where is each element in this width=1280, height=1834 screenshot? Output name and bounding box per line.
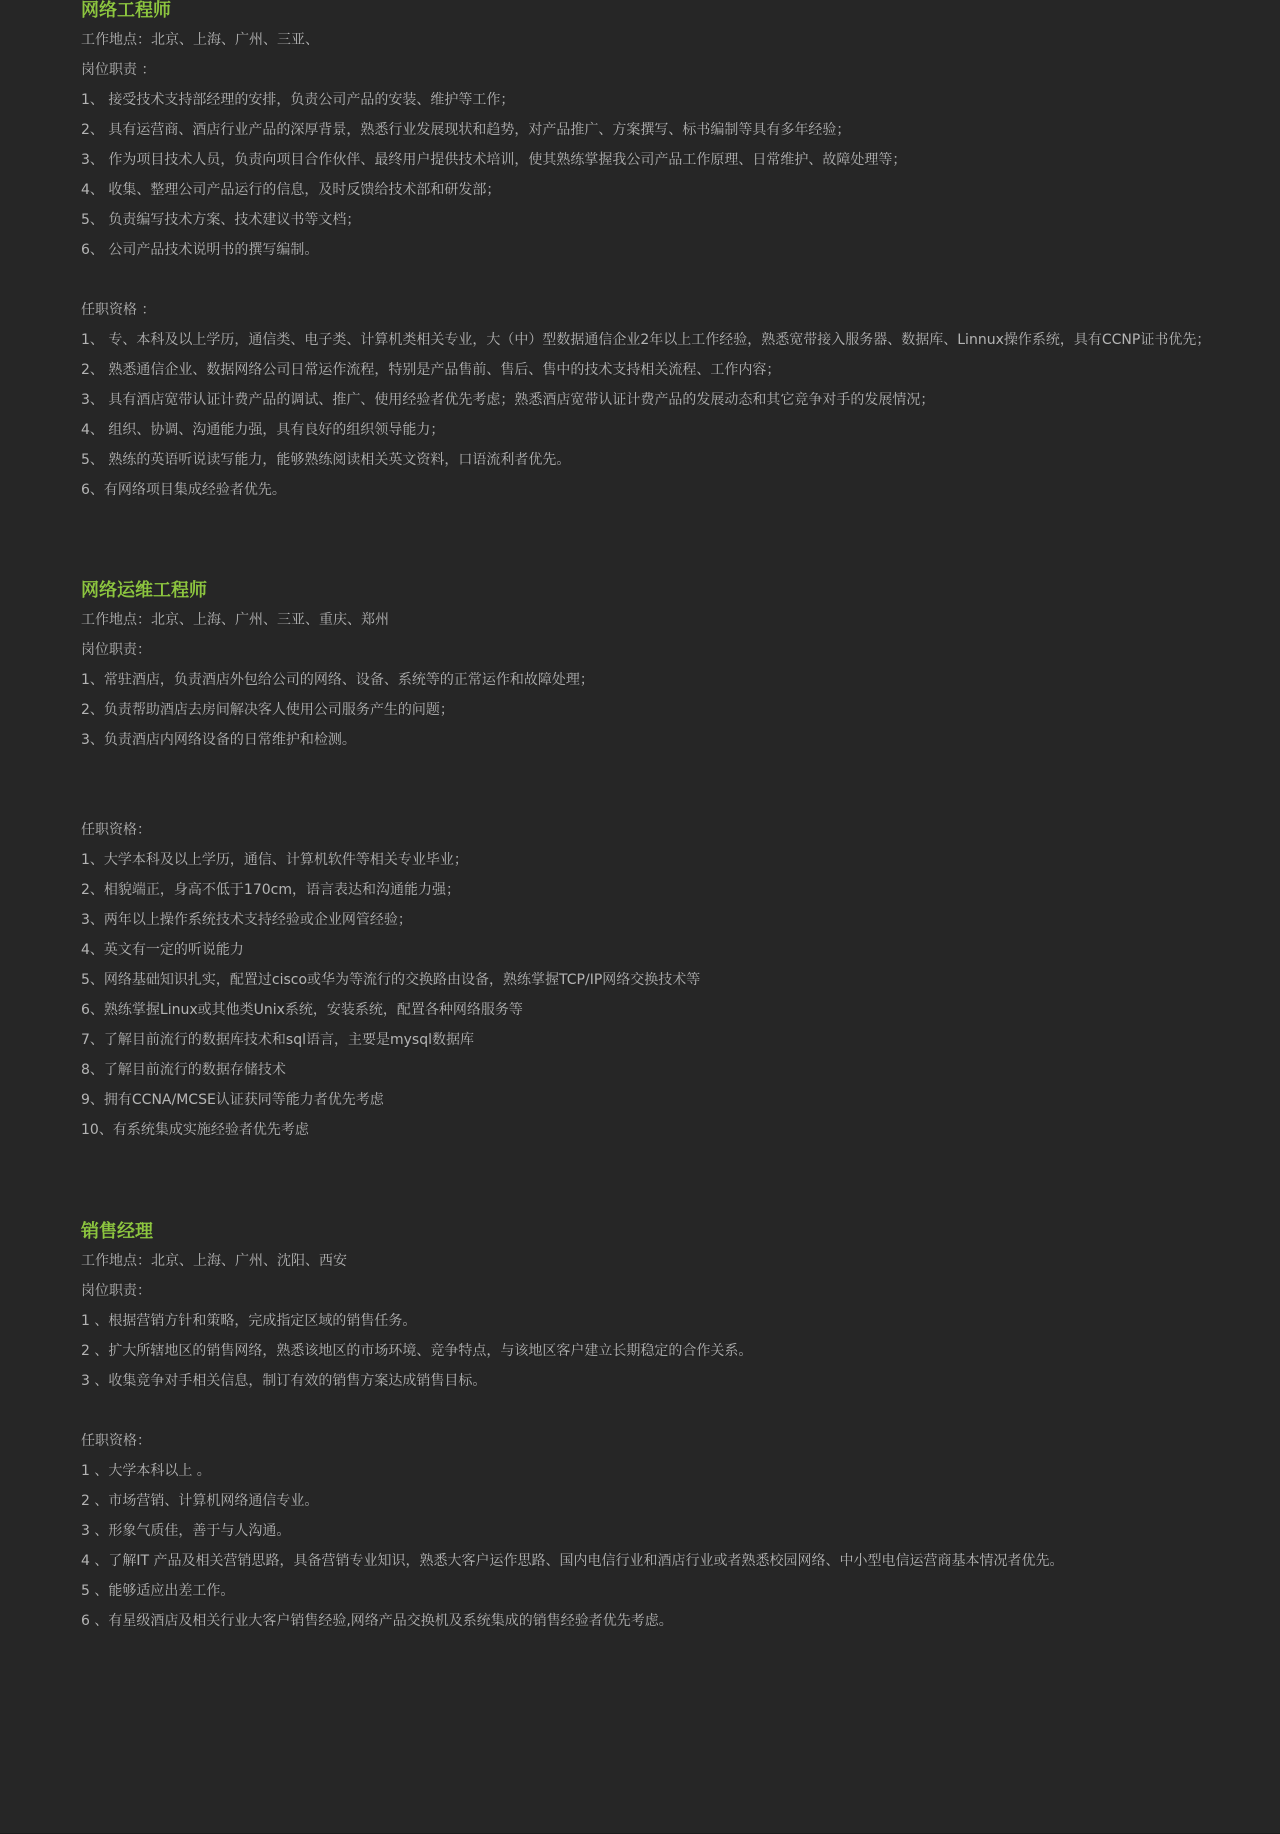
requirement-item: 3、 具有酒店宽带认证计费产品的调试、推广、使用经验者优先考虑；熟悉酒店宽带认证计费产品的发展动态和其它竞争对手的发展情况； <box>81 392 935 408</box>
requirement-item: 4、英文有一定的听说能力 <box>81 942 244 958</box>
duty-item: 3 、收集竞争对手相关信息，制订有效的销售方案达成销售目标。 <box>81 1373 487 1389</box>
job-network-ops-engineer <box>81 580 1240 1145</box>
duty-item: 3、 作为项目技术人员，负责向项目合作伙伴、最终用户提供技术培训，使其熟练掌握我公司产品工作原理、日常维护、故障处理等； <box>81 152 907 168</box>
requirements-heading: 任职资格： <box>81 822 151 838</box>
requirement-item: 3 、形象气质佳，善于与人沟通。 <box>81 1523 291 1539</box>
job-location: 工作地点：北京、上海、广州、沈阳、西安 <box>81 1253 347 1269</box>
requirement-item: 10、有系统集成实施经验者优先考虑 <box>81 1122 309 1138</box>
requirement-item: 2 、市场营销、计算机网络通信专业。 <box>81 1493 319 1509</box>
requirement-item: 6、熟练掌握Linux或其他类Unix系统，安装系统，配置各种网络服务等 <box>81 1002 523 1018</box>
job-location: 工作地点：北京、上海、广州、三亚、 <box>81 32 319 48</box>
requirement-item: 1、 专、本科及以上学历，通信类、电子类、计算机类相关专业，大（中）型数据通信企业2年以上工作经验，熟悉宽带接入服务器、数据库、Linnux操作系统，具有CCNP证书优先； <box>81 332 1211 348</box>
duty-item: 4、 收集、整理公司产品运行的信息，及时反馈给技术部和研发部； <box>81 182 501 198</box>
requirement-item: 5、 熟练的英语听说读写能力，能够熟练阅读相关英文资料，口语流利者优先。 <box>81 452 571 468</box>
job-title: 网络运维工程师 <box>81 580 207 601</box>
duty-item: 1、 接受技术支持部经理的安排，负责公司产品的安装、维护等工作； <box>81 92 515 108</box>
duties-heading: 岗位职责 ： <box>81 62 156 78</box>
duty-item: 2、 具有运营商、酒店行业产品的深厚背景，熟悉行业发展现状和趋势，对产品推广、方案撰写、标书编制等具有多年经验； <box>81 122 851 138</box>
duty-item: 1 、根据营销方针和策略，完成指定区域的销售任务。 <box>81 1313 417 1329</box>
duties-heading: 岗位职责： <box>81 642 151 658</box>
requirement-item: 4、 组织、协调、沟通能力强，具有良好的组织领导能力； <box>81 422 445 438</box>
requirement-item: 5 、能够适应出差工作。 <box>81 1583 235 1599</box>
requirement-item: 5、网络基础知识扎实，配置过cisco或华为等流行的交换路由设备，熟练掌握TCP/IP网络交换技术等 <box>81 972 701 988</box>
requirements-heading: 任职资格： <box>81 1433 151 1449</box>
requirement-item: 8、了解目前流行的数据存储技术 <box>81 1062 286 1078</box>
duty-item: 6、 公司产品技术说明书的撰写编制。 <box>81 242 319 258</box>
duties-heading: 岗位职责： <box>81 1283 151 1299</box>
requirement-item: 2、 熟悉通信企业、数据网络公司日常运作流程，特别是产品售前、售后、售中的技术支持相关流程、工作内容； <box>81 362 781 378</box>
duty-item: 1、常驻酒店，负责酒店外包给公司的网络、设备、系统等的正常运作和故障处理； <box>81 672 594 688</box>
job-title: 销售经理 <box>81 1221 153 1242</box>
requirement-item: 1、大学本科及以上学历，通信、计算机软件等相关专业毕业； <box>81 852 468 868</box>
job-network-engineer <box>81 0 1240 505</box>
job-location: 工作地点：北京、上海、广州、三亚、重庆、郑州 <box>81 612 389 628</box>
requirement-item: 6 、有星级酒店及相关行业大客户销售经验,网络产品交换机及系统集成的销售经验者优先考虑。 <box>81 1613 673 1629</box>
requirement-item: 3、两年以上操作系统技术支持经验或企业网管经验； <box>81 912 412 928</box>
requirement-item: 2、相貌端正，身高不低于170cm，语言表达和沟通能力强； <box>81 882 460 898</box>
duty-item: 3、负责酒店内网络设备的日常维护和检测。 <box>81 732 356 748</box>
requirement-item: 4 、了解IT 产品及相关营销思路，具备营销专业知识，熟悉大客户运作思路、国内电信行业和酒店行业或者熟悉校园网络、中小型电信运营商基本情况者优先。 <box>81 1553 1064 1569</box>
requirements-heading: 任职资格 ： <box>81 302 156 318</box>
job-sales-manager <box>81 1221 1240 1636</box>
duty-item: 2、负责帮助酒店去房间解决客人使用公司服务产生的问题； <box>81 702 454 718</box>
requirement-item: 7、了解目前流行的数据库技术和sql语言，主要是mysql数据库 <box>81 1032 474 1048</box>
duty-item: 2 、扩大所辖地区的销售网络，熟悉该地区的市场环境、竞争特点，与该地区客户建立长期稳定的合作关系。 <box>81 1343 753 1359</box>
job-title: 网络工程师 <box>81 0 171 21</box>
requirement-item: 1 、大学本科以上 。 <box>81 1463 211 1479</box>
requirement-item: 9、拥有CCNA/MCSE认证获同等能力者优先考虑 <box>81 1092 384 1108</box>
duty-item: 5、 负责编写技术方案、技术建议书等文档； <box>81 212 361 228</box>
requirement-item: 6、有网络项目集成经验者优先。 <box>81 482 286 498</box>
